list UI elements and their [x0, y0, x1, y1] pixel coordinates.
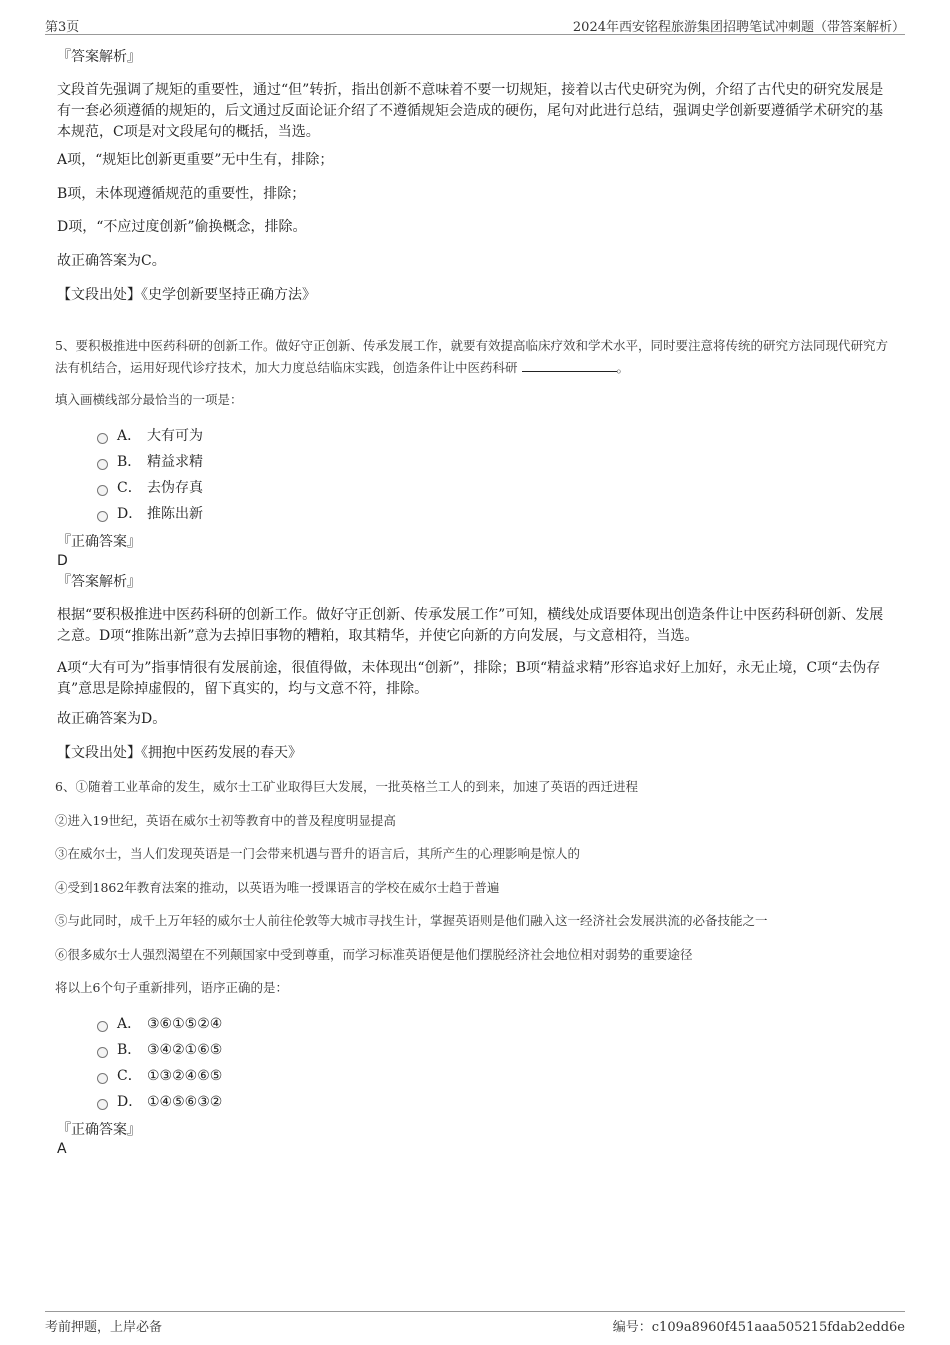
q5-option-a[interactable]	[97, 426, 203, 446]
radio-icon[interactable]	[97, 1099, 108, 1110]
q5-option-b[interactable]	[97, 452, 203, 472]
q5-stem-text: 5、要积极推进中医药科研的创新工作。做好守正创新、传承发展工作，就要有效提高临床疗效和学术水平，同时要注意将传统的研究方法同现代研究方法有机结合，运用好现代诊疗技术，加大力度总结临床实践，创造条件让中医药科研	[55, 338, 888, 375]
option-text: ③④②①⑥⑤	[147, 1042, 223, 1058]
document-code: 编号：c109a8960f451aaa505215fdab2edd6e	[612, 1320, 905, 1335]
q5-option-d[interactable]	[97, 504, 203, 524]
page-footer	[45, 1311, 905, 1334]
q6-sentence-2: ②进入19世纪，英语在威尔士初等教育中的普及程度明显提高	[55, 813, 396, 828]
q5-source: 【文段出处】《拥抱中医药发展的春天》	[57, 745, 302, 761]
option-text: 精益求精	[147, 454, 203, 470]
q5-blank-line	[522, 357, 617, 372]
q5-answer: D	[57, 553, 68, 569]
radio-icon[interactable]	[97, 511, 108, 522]
page-header	[45, 14, 905, 35]
q4-option-d-note: D项，“不应过度创新”偷换概念，排除。	[57, 219, 307, 235]
q5-answer-heading: 『正确答案』	[57, 534, 141, 550]
footer-slogan: 考前押题，上岸必备	[45, 1320, 163, 1335]
q6-sentence-4: ④受到1862年教育法案的推动，以英语为唯一授课语言的学校在威尔士趋于普遍	[55, 880, 500, 895]
q6-option-c[interactable]	[97, 1066, 222, 1086]
option-text: 推陈出新	[147, 506, 203, 522]
option-letter: C．	[117, 480, 142, 496]
q4-source: 【文段出处】《史学创新要坚持正确方法》	[57, 287, 316, 303]
q6-answer-heading: 『正确答案』	[57, 1122, 141, 1138]
q5-analysis-2: A项“大有可为”指事情很有发展前途，很值得做，未体现出“创新”，排除；B项“精益求精”形容追求好上加好，永无止境，C项“去伪存真”意思是除掉虚假的，留下真实的，均与文意不符，排除。	[57, 660, 881, 697]
option-text: ①③②④⑥⑤	[147, 1068, 223, 1084]
option-letter: A．	[117, 428, 142, 444]
option-text: 大有可为	[147, 428, 203, 444]
option-letter: A．	[117, 1016, 142, 1032]
radio-icon[interactable]	[97, 459, 108, 470]
option-letter: D．	[117, 506, 143, 522]
q4-option-a-note: A项，“规矩比创新更重要”无中生有，排除；	[57, 152, 334, 168]
page-number: 第3页	[45, 20, 80, 35]
radio-icon[interactable]	[97, 485, 108, 496]
q4-option-b-note: B项，未体现遵循规范的重要性，排除；	[57, 186, 306, 202]
q6-prompt: 将以上6个句子重新排列，语序正确的是：	[55, 980, 288, 995]
q5-prompt: 填入画横线部分最恰当的一项是：	[55, 392, 243, 407]
q5-option-c[interactable]	[97, 478, 203, 498]
q4-conclusion: 故正确答案为C。	[57, 253, 166, 269]
q5-stem-end: 。	[616, 360, 630, 375]
q6-option-a[interactable]	[97, 1014, 222, 1034]
q6-sentence-6: ⑥很多威尔士人强烈渴望在不列颠国家中受到尊重，而学习标准英语便是他们摆脱经济社会地位相对弱势的重要途径	[55, 947, 693, 962]
q5-stem	[55, 335, 900, 379]
radio-icon[interactable]	[97, 1073, 108, 1084]
option-letter: C．	[117, 1068, 142, 1084]
q6-sentence-1: 6、①随着工业革命的发生，威尔士工矿业取得巨大发展，一批英格兰工人的到来，加速了英语的西迁进程	[55, 779, 638, 794]
q6-answer: A	[57, 1141, 67, 1157]
radio-icon[interactable]	[97, 433, 108, 444]
q5-analysis-heading: 『答案解析』	[57, 574, 141, 590]
option-text: ①④⑤⑥③②	[147, 1094, 223, 1110]
document-title: 2024年西安铭程旅游集团招聘笔试冲刺题（带答案解析）	[572, 20, 905, 35]
q5-conclusion: 故正确答案为D。	[57, 711, 167, 727]
q6-option-b[interactable]	[97, 1040, 222, 1060]
q6-sentence-5: ⑤与此同时，成千上万年轻的威尔士人前往伦敦等大城市寻找生计，掌握英语则是他们融入这一经济社会发展洪流的必备技能之一	[55, 913, 768, 928]
option-letter: D．	[117, 1094, 143, 1110]
q6-sentence-3: ③在威尔士，当人们发现英语是一门会带来机遇与晋升的语言后，其所产生的心理影响是惊人的	[55, 846, 581, 861]
option-text: ③⑥①⑤②④	[147, 1016, 223, 1032]
q4-analysis-heading: 『答案解析』	[57, 49, 141, 65]
q5-analysis-1: 根据“要积极推进中医药科研的创新工作。做好守正创新、传承发展工作”可知，横线处成语要体现出创造条件让中医药科研创新、发展之意。D项“推陈出新”意为去掉旧事物的糟粕，取其精华，并使它向新的方向发展，与文意相符，当选。	[57, 607, 884, 644]
option-letter: B．	[117, 454, 142, 470]
option-text: 去伪存真	[147, 480, 203, 496]
option-letter: B．	[117, 1042, 142, 1058]
q4-analysis-text: 文段首先强调了规矩的重要性，通过“但”转折，指出创新不意味着不要一切规矩，接着以古代史研究为例，介绍了古代史的研究发展是有一套必须遵循的规矩的，后文通过反面论证介绍了不遵循规矩会造成的硬伤，尾句对此进行总结，强调史学创新要遵循学术研究的基本规范，C项是对文段尾句的概括，当选。	[57, 82, 884, 140]
radio-icon[interactable]	[97, 1021, 108, 1032]
radio-icon[interactable]	[97, 1047, 108, 1058]
q6-option-d[interactable]	[97, 1092, 222, 1112]
